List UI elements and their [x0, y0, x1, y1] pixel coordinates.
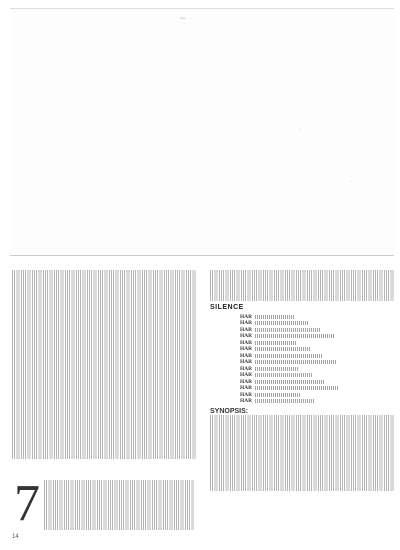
credit-name [255, 360, 336, 364]
credit-name [255, 386, 338, 390]
credit-name [255, 354, 323, 358]
credit-name [255, 315, 295, 319]
body-text-block [12, 270, 197, 459]
right-column [210, 270, 395, 491]
credit-name [255, 393, 301, 397]
credit-name [255, 341, 297, 345]
section-heading: SILENCE [210, 304, 244, 312]
photo-speck: ⁓ · [180, 16, 193, 22]
photograph-area [10, 8, 394, 256]
synopsis-label: SYNOPSIS: [210, 407, 249, 415]
credit-role: HAR [240, 365, 252, 372]
credit-role: HAR [240, 339, 252, 346]
drop-cap-paragraph [44, 480, 194, 530]
credit-role: HAR [240, 352, 252, 359]
credit-name [255, 334, 334, 338]
credit-name [255, 347, 310, 351]
credits-list [210, 314, 395, 405]
photo-speck: · [350, 179, 353, 185]
page-number: 14 [12, 534, 19, 540]
drop-cap: 7 [14, 475, 40, 532]
credit-role: HAR [240, 313, 252, 320]
credit-role: HAR [240, 378, 252, 385]
credit-role: HAR [240, 372, 252, 379]
credit-name [255, 373, 312, 377]
credit-role: HAR [240, 326, 252, 333]
synopsis-block [210, 409, 395, 491]
credit-name [255, 380, 325, 384]
credit-role: HAR [240, 346, 252, 353]
credit-role: HAR [240, 359, 252, 366]
credit-role: HAR [240, 333, 252, 340]
credit-name [255, 328, 321, 332]
photo-speck: · [300, 127, 303, 133]
credit-name [255, 367, 299, 371]
left-column [12, 270, 197, 459]
intro-text-block [210, 270, 395, 301]
credit-role: HAR [240, 320, 252, 327]
credit-role: HAR [240, 398, 252, 405]
credit-name [255, 321, 308, 325]
credit-line [240, 398, 395, 405]
credit-name [255, 399, 314, 403]
credit-role: HAR [240, 385, 252, 392]
credit-role: HAR [240, 391, 252, 398]
